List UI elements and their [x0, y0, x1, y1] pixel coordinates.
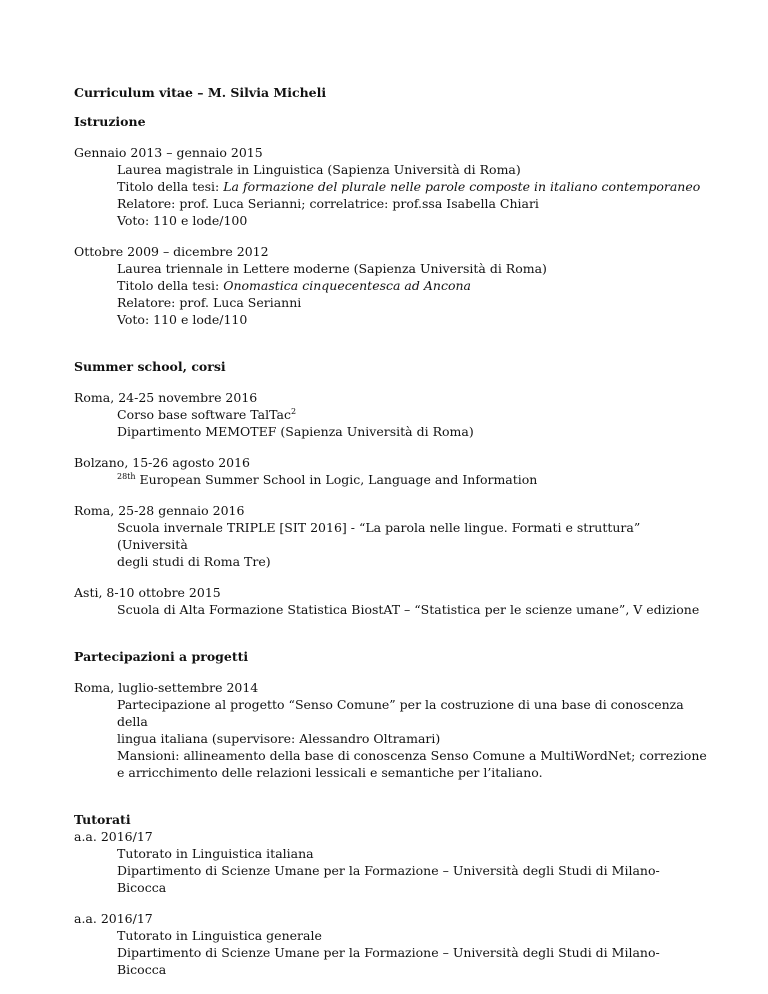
course-title: Scuola di Alta Formazione Statistica BiostAT – “Statistica per le scienze umane”, V edizione [117, 602, 700, 617]
thesis-title: La formazione del plurale nelle parole composte in italiano contemporaneo [223, 179, 701, 194]
superscript: 2 [290, 406, 297, 416]
course-title-text: European Summer School in Logic, Language and Information [135, 472, 538, 487]
education-entry [74, 144, 708, 229]
thesis-title: Onomastica cinquecentesca ad Ancona [223, 278, 471, 293]
course-title: Scuola invernale TRIPLE [SIT 2016] - “La parola nelle lingue. Formati e struttura” (Università [117, 520, 641, 552]
entry-date: Roma, 25-28 gennaio 2016 [74, 503, 245, 518]
tutoring-department: Bicocca [117, 962, 167, 977]
entry-date: Roma, luglio-settembre 2014 [74, 680, 259, 695]
course-entry [74, 389, 708, 440]
thesis-label: Titolo della tesi: [117, 278, 224, 293]
entry-date: a.a. 2016/17 [74, 911, 153, 926]
section-heading: Partecipazioni a progetti [74, 649, 249, 664]
tutoring-department: Bicocca [117, 880, 167, 895]
project-description: Partecipazione al progetto “Senso Comune” per la costruzione di una base di conoscenza della [117, 697, 684, 729]
entry-date: Roma, 24-25 novembre 2016 [74, 390, 258, 405]
degree-text: Laurea magistrale in Linguistica (Sapienza Università di Roma) [117, 162, 521, 177]
voto-text: Voto: 110 e lode/100 [117, 213, 248, 228]
project-entry [74, 679, 708, 781]
course-entry [74, 454, 708, 488]
course-entry [74, 502, 708, 570]
entry-date: Bolzano, 15-26 agosto 2016 [74, 455, 251, 470]
tutoring-title: Tutorato in Linguistica italiana [117, 846, 314, 861]
relatore-text: Relatore: prof. Luca Serianni [117, 295, 302, 310]
project-description: lingua italiana (supervisore: Alessandro Oltramari) [117, 731, 441, 746]
thesis-line [117, 277, 708, 294]
entry-date: Ottobre 2009 – dicembre 2012 [74, 244, 269, 259]
tutoring-title: Tutorato in Linguistica generale [117, 928, 322, 943]
section-heading: Summer school, corsi [74, 359, 226, 374]
education-entry [74, 243, 708, 328]
voto-text: Voto: 110 e lode/110 [117, 312, 248, 327]
course-title [117, 406, 708, 423]
course-institution: degli studi di Roma Tre) [117, 554, 271, 569]
tutoring-entry [74, 828, 708, 896]
section-progetti [74, 648, 708, 781]
course-title [117, 471, 708, 488]
section-summer-school [74, 358, 708, 618]
section-heading: Tutorati [74, 812, 131, 827]
thesis-label: Titolo della tesi: [117, 179, 224, 194]
course-entry [74, 584, 708, 618]
entry-date: Gennaio 2013 – gennaio 2015 [74, 145, 263, 160]
entry-date: Asti, 8-10 ottobre 2015 [74, 585, 221, 600]
tutoring-department: Dipartimento di Scienze Umane per la Formazione – Università degli Studi di Milano- [117, 945, 660, 960]
superscript-inline [117, 472, 136, 487]
section-tutorati [74, 811, 708, 978]
project-duties: Mansioni: allineamento della base di conoscenza Senso Comune a MultiWordNet; correzione [117, 748, 707, 763]
course-institution: Dipartimento MEMOTEF (Sapienza Università di Roma) [117, 424, 474, 439]
ordinal-text: 28th [117, 471, 136, 481]
section-heading: Istruzione [74, 114, 146, 129]
document-title: Curriculum vitae – M. Silvia Micheli [74, 85, 327, 100]
degree-text: Laurea triennale in Lettere moderne (Sapienza Università di Roma) [117, 261, 547, 276]
thesis-line [117, 178, 708, 195]
section-istruzione [74, 113, 708, 328]
entry-date: a.a. 2016/17 [74, 829, 153, 844]
course-title-text: Corso base software TalTac [117, 407, 291, 422]
project-duties: e arricchimento delle relazioni lessicali e semantiche per l’italiano. [117, 765, 543, 780]
relatore-text: Relatore: prof. Luca Serianni; correlatrice: prof.ssa Isabella Chiari [117, 196, 539, 211]
tutoring-department: Dipartimento di Scienze Umane per la Formazione – Università degli Studi di Milano- [117, 863, 660, 878]
tutoring-entry [74, 910, 708, 978]
